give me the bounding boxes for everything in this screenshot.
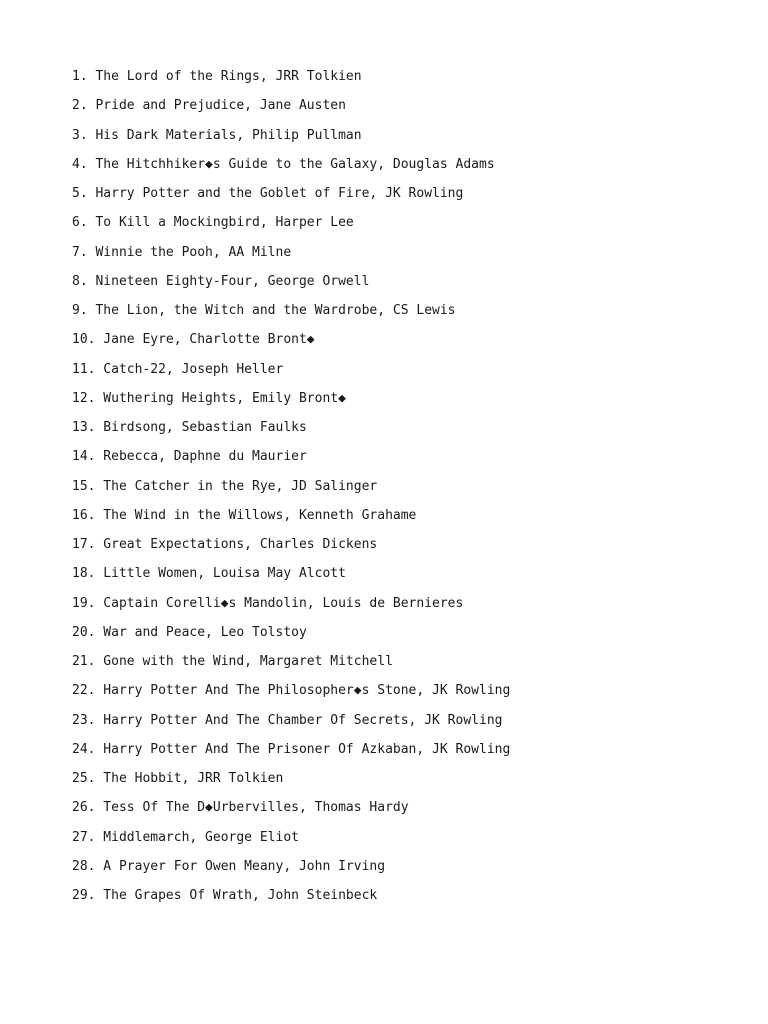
list-item: 4. The Hitchhiker◆s Guide to the Galaxy, Douglas Adams	[72, 156, 495, 172]
list-item: 8. Nineteen Eighty-Four, George Orwell	[72, 273, 370, 289]
list-item: 14. Rebecca, Daphne du Maurier	[72, 449, 307, 465]
book-list	[72, 69, 510, 917]
list-item: 2. Pride and Prejudice, Jane Austen	[72, 98, 346, 114]
list-item: 25. The Hobbit, JRR Tolkien	[72, 771, 284, 786]
list-item: 15. The Catcher in the Rye, JD Salinger	[72, 478, 378, 494]
list-item: 18. Little Women, Louisa May Alcott	[72, 566, 346, 582]
list-item: 11. Catch-22, Joseph Heller	[72, 361, 284, 377]
list-item: 5. Harry Potter and the Goblet of Fire, JK Rowling	[72, 186, 464, 201]
list-item: 26. Tess Of The D◆Urbervilles, Thomas Hardy	[72, 800, 409, 816]
list-item: 6. To Kill a Mockingbird, Harper Lee	[72, 215, 354, 231]
list-item: 12. Wuthering Heights, Emily Bront◆	[72, 390, 346, 406]
list-item: 20. War and Peace, Leo Tolstoy	[72, 624, 307, 640]
list-item: 23. Harry Potter And The Chamber Of Secrets, JK Rowling	[72, 712, 503, 728]
list-item: 22. Harry Potter And The Philosopher◆s Stone, JK Rowling	[72, 683, 511, 699]
list-item: 19. Captain Corelli◆s Mandolin, Louis de Bernieres	[72, 595, 464, 611]
list-item: 3. His Dark Materials, Philip Pullman	[72, 127, 362, 143]
list-item: 13. Birdsong, Sebastian Faulks	[72, 420, 307, 435]
list-item: 16. The Wind in the Willows, Kenneth Grahame	[72, 507, 417, 523]
list-item: 29. The Grapes Of Wrath, John Steinbeck	[72, 888, 378, 903]
list-item: 7. Winnie the Pooh, AA Milne	[72, 244, 292, 260]
list-item: 28. A Prayer For Owen Meany, John Irving	[72, 858, 386, 874]
list-item: 27. Middlemarch, George Eliot	[72, 829, 299, 845]
list-item: 21. Gone with the Wind, Margaret Mitchell	[72, 654, 393, 669]
list-item: 9. The Lion, the Witch and the Wardrobe, CS Lewis	[72, 303, 456, 318]
list-item: 1. The Lord of the Rings, JRR Tolkien	[72, 69, 362, 84]
list-item: 10. Jane Eyre, Charlotte Bront◆	[72, 332, 315, 348]
list-item: 24. Harry Potter And The Prisoner Of Azkaban, JK Rowling	[72, 741, 511, 757]
list-item: 17. Great Expectations, Charles Dickens	[72, 537, 378, 552]
